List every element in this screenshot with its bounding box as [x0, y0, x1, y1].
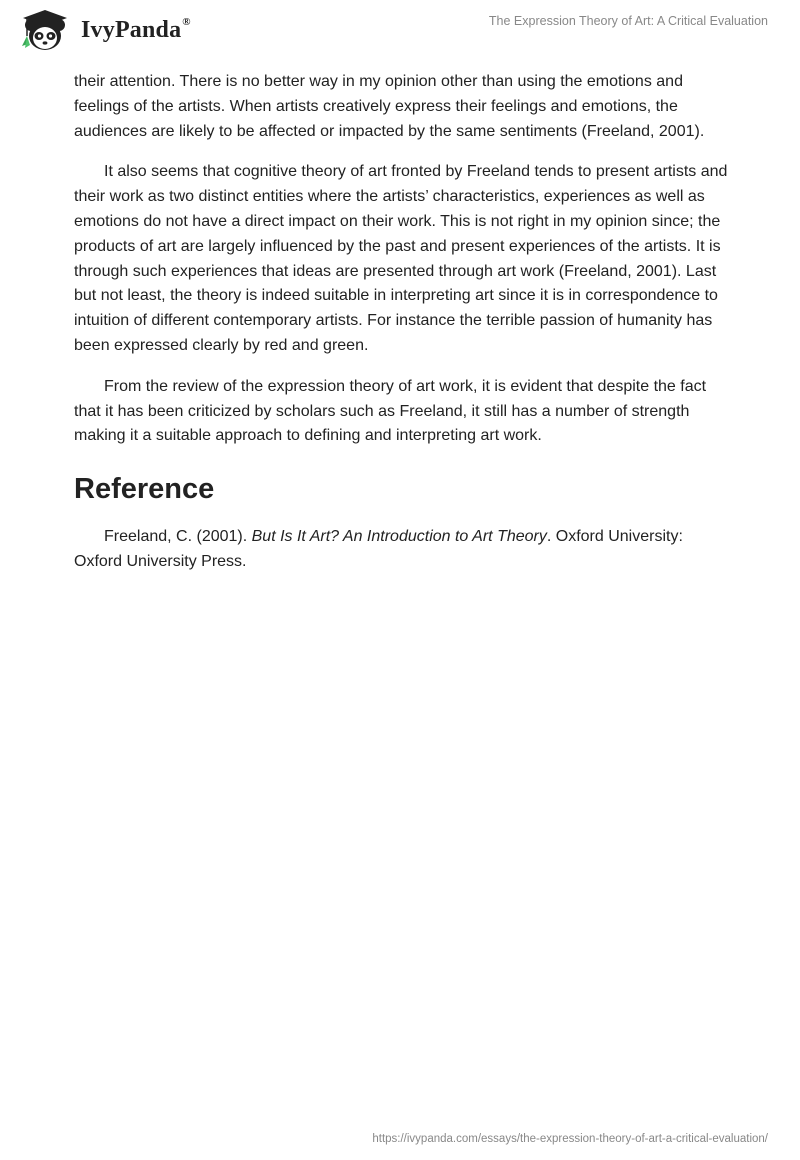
reference-entry	[74, 525, 734, 575]
paragraph-1: their attention. There is no better way in my opinion other than using the emotions and feelings of the artists. When artists creatively express their feelings and emotions, the audiences are likely to be affected or impacted by the same sentiments (Freeland, 2001).	[74, 73, 705, 140]
brand-name: IvyPanda®	[81, 15, 191, 43]
reference-heading: Reference	[74, 473, 215, 506]
reference-author-year: Freeland, C. (2001).	[104, 528, 252, 546]
registered-mark: ®	[182, 15, 191, 28]
reference-publisher: . Oxford University: Oxford University Press.	[74, 528, 683, 570]
panda-graduation-cap-icon	[15, 8, 75, 52]
reference-book-title: But Is It Art? An Introduction to Art Theory	[251, 528, 547, 546]
paragraph-2: It also seems that cognitive theory of art fronted by Freeland tends to present artists and their work as two distinct entities where the artists’ characteristics, experiences as well as emotions do not have a direct impact on their work. This is not right in my opinion since; the products of art are largely influenced by the past and present experiences of the artists. It is through such experiences that ideas are presented through art work (Freeland, 2001). Last but not least, the theory is indeed suitable in interpreting art since it is in correspondence to intuition of different contemporary artists. For instance the terrible passion of humanity has been expressed clearly by red and green.	[74, 163, 728, 354]
page-header	[0, 0, 800, 70]
document-title: The Expression Theory of Art: A Critical Evaluation	[488, 14, 768, 28]
essay-content	[74, 70, 734, 575]
ivypanda-logo[interactable]	[15, 8, 191, 52]
paragraph-3: From the review of the expression theory of art work, it is evident that despite the fact that it has been criticized by scholars such as Freeland, it still has a number of strength making it a suitable approach to defining and interpreting art work.	[74, 377, 707, 445]
source-url-link[interactable]: https://ivypanda.com/essays/the-expression-theory-of-art-a-critical-evaluation/	[372, 1133, 768, 1145]
